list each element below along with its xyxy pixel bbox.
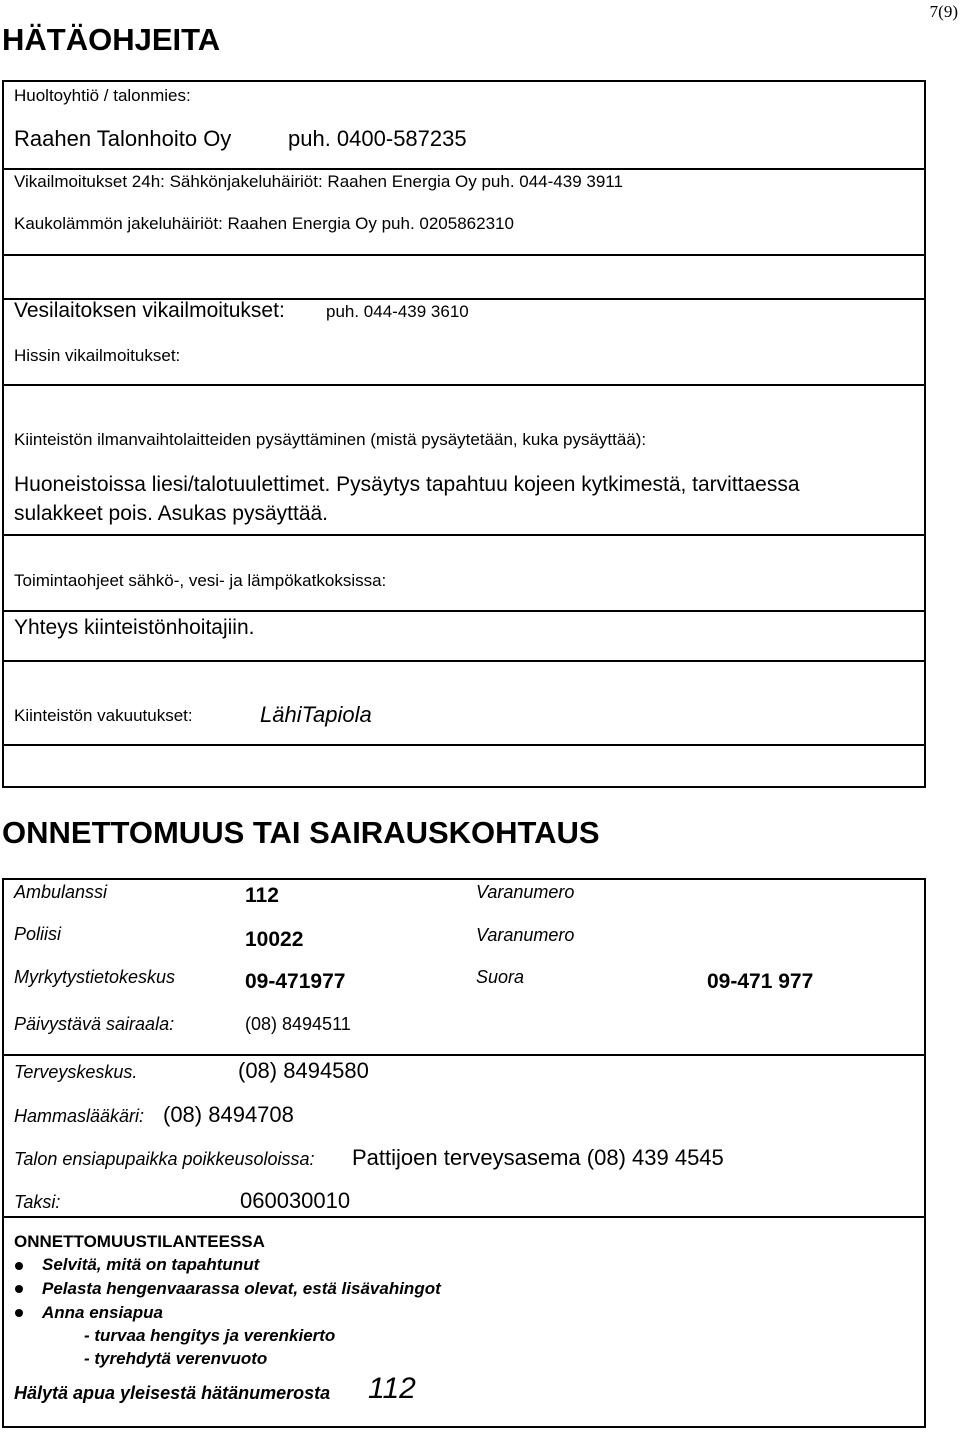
divider: [4, 254, 924, 256]
health-center-number: (08) 8494580: [238, 1058, 369, 1083]
divider: [4, 384, 924, 386]
bullet-icon: [15, 1262, 23, 1270]
police-label: Poliisi: [14, 924, 62, 944]
insurance-value: LähiTapiola: [260, 702, 372, 727]
step-item: Selvitä, mitä on tapahtunut: [42, 1255, 260, 1274]
substep-item: - turvaa hengitys ja verenkierto: [84, 1326, 336, 1345]
page-number: 7(9): [929, 2, 958, 21]
bullet-icon: [15, 1309, 23, 1317]
ambulance-number: 112: [245, 884, 279, 907]
divider: [4, 534, 924, 536]
poison-direct-number: 09-471 977: [707, 970, 814, 993]
management-label: Huoltoyhtiö / talonmies:: [14, 86, 191, 105]
step-item: Anna ensiapua: [42, 1303, 163, 1322]
taxi-label: Taksi:: [14, 1192, 61, 1212]
company-name: Raahen Talonhoito Oy: [14, 126, 232, 151]
alarm-text: Hälytä apua yleisestä hätänumerosta: [14, 1383, 331, 1403]
poison-center-number: 09-471977: [245, 970, 346, 993]
ventilation-text-1: Huoneistoissa liesi/talotuulettimet. Pysäytys tapahtuu kojeen kytkimestä, tarvittaessa: [14, 473, 800, 496]
poison-center-label: Myrkytystietokeskus: [14, 967, 176, 987]
elevator-faults-label: Hissin vikailmoitukset:: [14, 346, 181, 365]
divider: [4, 1216, 924, 1218]
divider: [4, 610, 924, 612]
heating-faults: Kaukolämmön jakeluhäiriöt: Raahen Energia Oy puh. 0205862310: [14, 214, 514, 233]
police-number: 10022: [245, 928, 304, 951]
dentist-label: Hammaslääkäri:: [14, 1106, 145, 1126]
poison-direct-label: Suora: [476, 967, 525, 987]
step-item: Pelasta hengenvaarassa olevat, estä lisävahingot: [42, 1279, 441, 1298]
hospital-label: Päivystävä sairaala:: [14, 1014, 175, 1034]
first-aid-label: Talon ensiapupaikka poikkeusoloissa:: [14, 1149, 315, 1169]
outage-label: Toimintaohjeet sähkö-, vesi- ja lämpökatkoksissa:: [14, 571, 387, 590]
ambulance-backup-label: Varanumero: [476, 882, 575, 902]
insurance-label: Kiinteistön vakuutukset:: [14, 706, 193, 725]
ventilation-text-2: sulakkeet pois. Asukas pysäyttää.: [14, 502, 329, 525]
bullet-icon: [15, 1285, 23, 1293]
ambulance-label: Ambulanssi: [14, 882, 108, 902]
substep-item: - tyrehdytä verenvuoto: [84, 1349, 268, 1368]
police-backup-label: Varanumero: [476, 925, 575, 945]
company-phone: puh. 0400-587235: [288, 126, 467, 151]
hospital-number: (08) 8494511: [245, 1014, 351, 1034]
electric-faults: Vikailmoitukset 24h: Sähkönjakeluhäiriöt: Raahen Energia Oy puh. 044-439 3911: [14, 172, 623, 191]
water-faults-label: Vesilaitoksen vikailmoitukset:: [14, 299, 285, 322]
accident-heading: ONNETTOMUUSTILANTEESSA: [14, 1232, 265, 1251]
ventilation-label: Kiinteistön ilmanvaihtolaitteiden pysäyttäminen (mistä pysäytetään, kuka pysäyttää):: [14, 430, 647, 449]
divider: [4, 744, 924, 746]
emergency-heading: ONNETTOMUUS TAI SAIRAUSKOHTAUS: [2, 815, 600, 850]
divider: [4, 168, 924, 170]
page-title: HÄTÄOHJEITA: [2, 22, 221, 57]
water-faults-phone: puh. 044-439 3610: [326, 302, 469, 321]
alarm-number: 112: [368, 1372, 416, 1405]
divider: [4, 660, 924, 662]
divider: [4, 1054, 924, 1056]
outage-value: Yhteys kiinteistönhoitajiin.: [14, 616, 255, 639]
taxi-number: 060030010: [240, 1188, 351, 1213]
dentist-number: (08) 8494708: [163, 1102, 294, 1127]
first-aid-value: Pattijoen terveysasema (08) 439 4545: [352, 1145, 724, 1170]
health-center-label: Terveyskeskus.: [14, 1062, 138, 1082]
